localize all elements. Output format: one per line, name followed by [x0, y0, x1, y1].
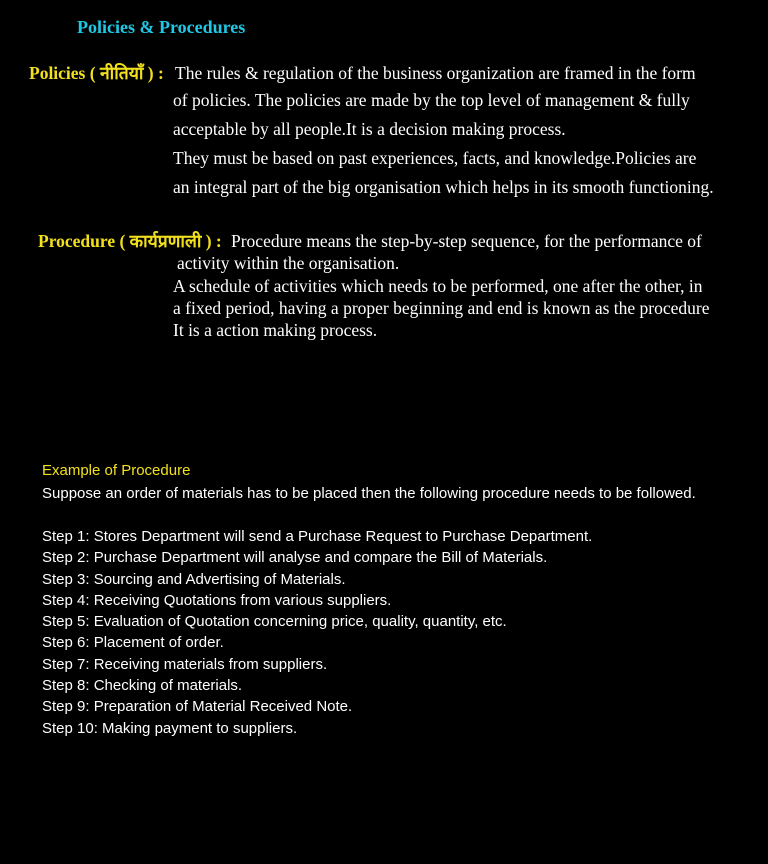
procedure-steps-list [42, 526, 592, 739]
policies-term: Policies ( नीतियाँ ) : [29, 63, 164, 83]
policies-line: acceptable by all people.It is a decision making process. [173, 119, 566, 139]
policies-line: The rules & regulation of the business organization are framed in the form [175, 63, 696, 83]
page-title: Policies & Procedures [77, 17, 246, 37]
procedure-step: Step 5: Evaluation of Quotation concerning price, quality, quantity, etc. [42, 613, 507, 631]
procedure-line: It is a action making process. [173, 320, 378, 340]
procedure-term: Procedure ( कार्यप्रणाली ) : [38, 231, 222, 251]
example-intro: Suppose an order of materials has to be placed then the following procedure needs to be followed. [42, 485, 696, 502]
procedure-step: Step 9: Preparation of Material Received Note. [42, 698, 353, 716]
procedure-step: Step 1: Stores Department will send a Purchase Request to Purchase Department. [42, 528, 593, 545]
procedure-line: activity within the organisation. [177, 253, 400, 273]
policies-line: of policies. The policies are made by the top level of management & fully [173, 90, 690, 110]
procedure-step: Step 7: Receiving materials from suppliers. [42, 655, 328, 673]
procedure-step: Step 3: Sourcing and Advertising of Materials. [42, 570, 346, 588]
procedure-step: Step 6: Placement of order. [42, 634, 224, 652]
procedure-step: Step 2: Purchase Department will analyse and compare the Bill of Materials. [42, 549, 548, 567]
procedure-step: Step 8: Checking of materials. [42, 677, 243, 695]
procedure-line: Procedure means the step-by-step sequence, for the performance of [231, 231, 702, 251]
procedure-step: Step 4: Receiving Quotations from various suppliers. [42, 591, 392, 609]
example-title: Example of Procedure [42, 462, 191, 479]
procedure-line: a fixed period, having a proper beginning and end is known as the procedure [173, 298, 710, 318]
policies-line: an integral part of the big organisation which helps in its smooth functioning. [173, 177, 714, 197]
procedure-line: A schedule of activities which needs to be performed, one after the other, in [173, 276, 703, 296]
procedure-step: Step 10: Making payment to suppliers. [42, 719, 298, 737]
policies-line: They must be based on past experiences, facts, and knowledge.Policies are [173, 148, 697, 168]
